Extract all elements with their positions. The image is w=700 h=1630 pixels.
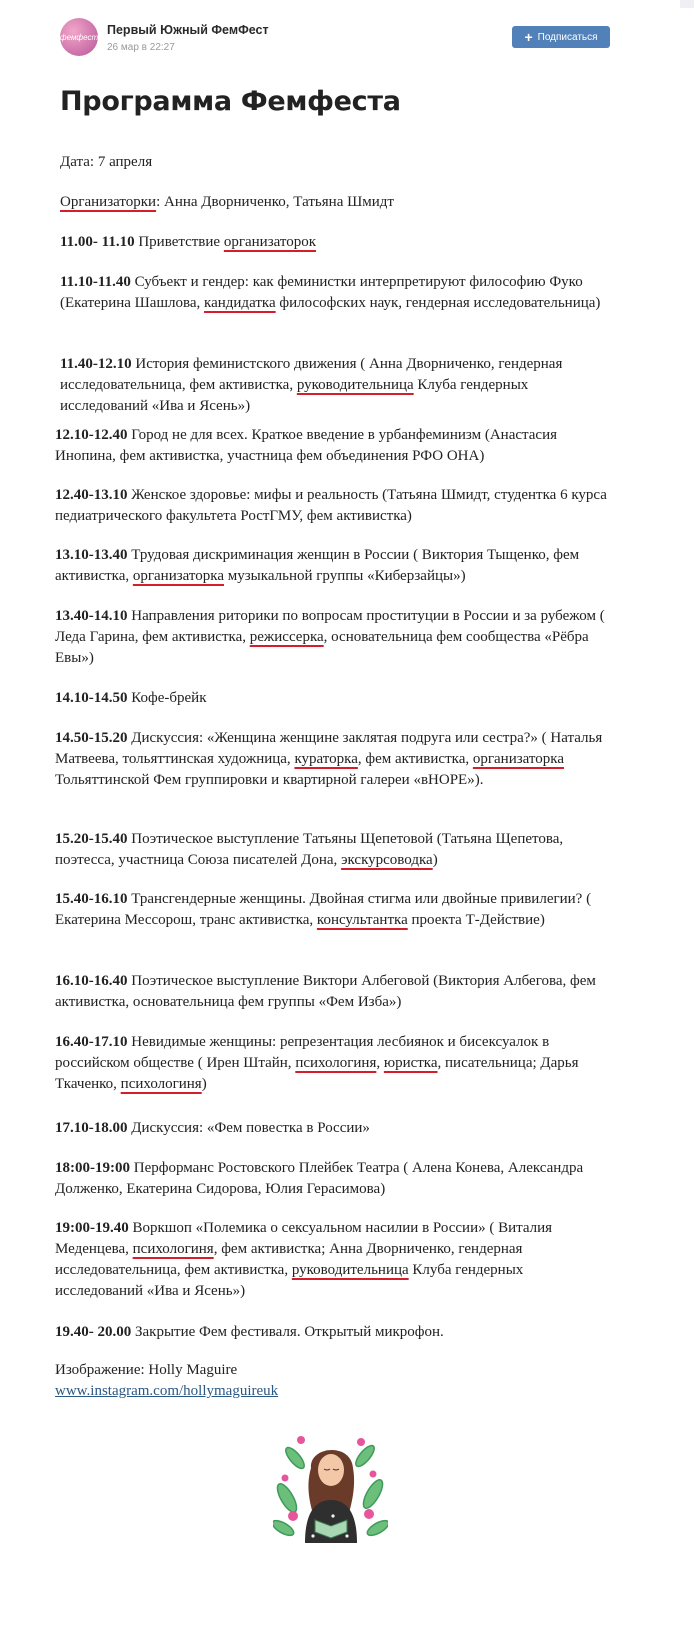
program-time: 12.40-13.10 xyxy=(55,487,128,503)
program-time: 16.40-17.10 xyxy=(55,1034,128,1050)
program-text: , писательница; Дарья Ткаченко, xyxy=(55,1055,579,1092)
program-item xyxy=(60,272,620,314)
program-time: 18:00-19:00 xyxy=(55,1160,130,1176)
program-item xyxy=(55,1158,615,1200)
avatar-text: фемфест xyxy=(59,32,99,42)
underlined-term: психологиня xyxy=(132,1241,214,1257)
underlined-term: консультантка xyxy=(316,912,408,928)
underlined-term: организаторка xyxy=(132,568,225,584)
post-date[interactable]: 26 мар в 22:27 xyxy=(107,42,175,53)
program-text: , основательница фем сообщества «Рёбра Евы») xyxy=(55,629,589,666)
underlined-term: экскурсоводка xyxy=(341,852,433,868)
program-text: проекта Т-Действие) xyxy=(407,912,545,928)
program-text: , фем активистка, xyxy=(357,751,473,767)
instagram-link[interactable]: www.instagram.com/hollymaguireuk xyxy=(55,1383,279,1399)
program-text: ) xyxy=(432,852,438,868)
program-time: 14.50-15.20 xyxy=(55,730,128,746)
program-item xyxy=(55,688,615,709)
image-credit: Изображение: Holly Maguire xyxy=(55,1362,238,1378)
program-text: Перформанс Ростовского Плейбек Театра ( Алена Конева, Александра Долженко, Екатерина Сидорова, Юлия Герасимова) xyxy=(55,1160,584,1197)
program-text: Направления риторики по вопросам проституции в России и за рубежом ( Леда Гарина, фем активистка, xyxy=(55,608,605,645)
program-text: Трансгендерные женщины. Двойная стигма или двойные привилегии? ( Екатерина Мессорош, транс активистка, xyxy=(55,891,592,928)
program-time: 19.40- 20.00 xyxy=(55,1324,132,1340)
program-text: Закрытие Фем фестиваля. Открытый микрофон. xyxy=(131,1324,444,1340)
program-text: философских наук, гендерная исследовательница) xyxy=(275,295,601,311)
organizers-line xyxy=(60,192,620,213)
page-title: Программа Фемфеста xyxy=(60,86,401,117)
program-text: ) xyxy=(201,1076,207,1092)
underlined-term: руководительница xyxy=(296,377,414,393)
underlined-term: юристка xyxy=(383,1055,438,1071)
author-name[interactable]: Первый Южный ФемФест xyxy=(107,23,269,37)
underlined-term: кураторка xyxy=(294,751,358,767)
program-text: Воркшоп «Полемика о сексуальном насилии в России» ( Виталия Меденцева, xyxy=(55,1220,553,1257)
program-time: 13.10-13.40 xyxy=(55,547,128,563)
underlined-term: организаторка xyxy=(472,751,564,767)
program-text: Клуба гендерных исследований «Ива и Ясень») xyxy=(60,377,529,414)
program-text: Город не для всех. Краткое введение в урбанфеминизм (Анастасия Инопина, фем активистка, участница фем объединения РФО ОНА) xyxy=(55,427,557,464)
credits xyxy=(55,1360,615,1402)
program-text: Поэтическое выступление Виктори Албеговой (Виктория Албегова, фем активистка, основательница фем группы «Фем Изба») xyxy=(55,973,596,1010)
subscribe-label: Подписаться xyxy=(537,31,598,43)
program-text: Дискуссия: «Фем повестка в России» xyxy=(127,1120,370,1136)
program-text: Невидимые женщины: репрезентация лесбиянок и бисексуалок в российском обществе ( Ирен Штайн, xyxy=(55,1034,550,1071)
program-time: 17.10-18.00 xyxy=(55,1120,128,1136)
underlined-term: организаторок xyxy=(223,234,317,250)
program-text: музыкальной группы «Киберзайцы») xyxy=(224,568,466,584)
program-text: Женское здоровье: мифы и реальность (Татьяна Шмидт, студентка 6 курса педиатрического факультета РостГМУ, фем активистка) xyxy=(55,487,607,524)
program-time: 13.40-14.10 xyxy=(55,608,128,624)
scrollbar[interactable] xyxy=(680,0,694,8)
program-time: 11.40-12.10 xyxy=(60,356,132,372)
post-header xyxy=(60,18,620,58)
program-time: 15.20-15.40 xyxy=(55,831,128,847)
organizers-names: : Анна Дворниченко, Татьяна Шмидт xyxy=(156,194,394,210)
program-item xyxy=(55,606,615,669)
program-item xyxy=(55,889,615,931)
program-text: История феминистского движения ( Анна Дворниченко, гендерная исследовательница, фем активистка, xyxy=(60,356,563,393)
program-time: 11.10-11.40 xyxy=(60,274,131,290)
program-time: 16.10-16.40 xyxy=(55,973,128,989)
date-line: Дата: 7 апреля xyxy=(60,154,153,170)
program-text: , фем активистка; Анна Дворниченко, гендерная исследовательница, фем активистка, xyxy=(55,1241,523,1278)
festival-illustration xyxy=(273,1428,388,1543)
program-text: Приветствие xyxy=(134,234,224,250)
program-item xyxy=(55,1218,615,1302)
organizers-label: Организаторки xyxy=(60,194,157,210)
program-text: Кофе-брейк xyxy=(127,690,207,706)
underlined-term: режиссерка xyxy=(249,629,324,645)
subscribe-button[interactable] xyxy=(512,26,610,48)
program-text: Клуба гендерных исследований «Ива и Ясень») xyxy=(55,1262,524,1299)
program-text: Поэтическое выступление Татьяны Щепетовой (Татьяна Щепетова, поэтесса, участница Союза писателей Дона, xyxy=(55,831,564,868)
underlined-term: кандидатка xyxy=(204,295,276,311)
program-time: 19:00-19.40 xyxy=(55,1220,129,1236)
program-text: Трудовая дискриминация женщин в России ( Виктория Тыщенко, фем активистка, xyxy=(55,547,580,584)
program-item xyxy=(55,1322,615,1343)
program-time: 12.10-12.40 xyxy=(55,427,128,443)
program-item xyxy=(55,1032,615,1095)
underlined-term: психологиня xyxy=(120,1076,202,1092)
program-text: Субъект и гендер: как феминистки интерпретируют философию Фуко (Екатерина Шашлова, xyxy=(60,274,583,311)
plus-icon: + xyxy=(524,29,533,45)
program-time: 11.00- 11.10 xyxy=(60,234,135,250)
program-time: 14.10-14.50 xyxy=(55,690,128,706)
program-item xyxy=(55,829,615,871)
program-item xyxy=(55,485,615,527)
program-item xyxy=(55,1118,615,1139)
program-item xyxy=(55,425,615,467)
underlined-term: психологиня xyxy=(295,1055,377,1071)
program-item xyxy=(55,728,615,791)
program-text: Тольяттинской Фем группировки и квартирной галереи «вНОРЕ»). xyxy=(55,772,484,788)
program-item xyxy=(55,971,615,1013)
program-text: , xyxy=(376,1055,384,1071)
program-item xyxy=(60,354,620,417)
program-item xyxy=(60,232,620,253)
underlined-term: руководительница xyxy=(291,1262,409,1278)
face xyxy=(318,1454,344,1486)
program-text: Дискуссия: «Женщина женщине заклятая подруга или сестра?» ( Наталья Матвеева, тольяттинская художница, xyxy=(55,730,603,767)
avatar[interactable] xyxy=(60,18,98,56)
program-item xyxy=(55,545,615,587)
program-time: 15.40-16.10 xyxy=(55,891,128,907)
